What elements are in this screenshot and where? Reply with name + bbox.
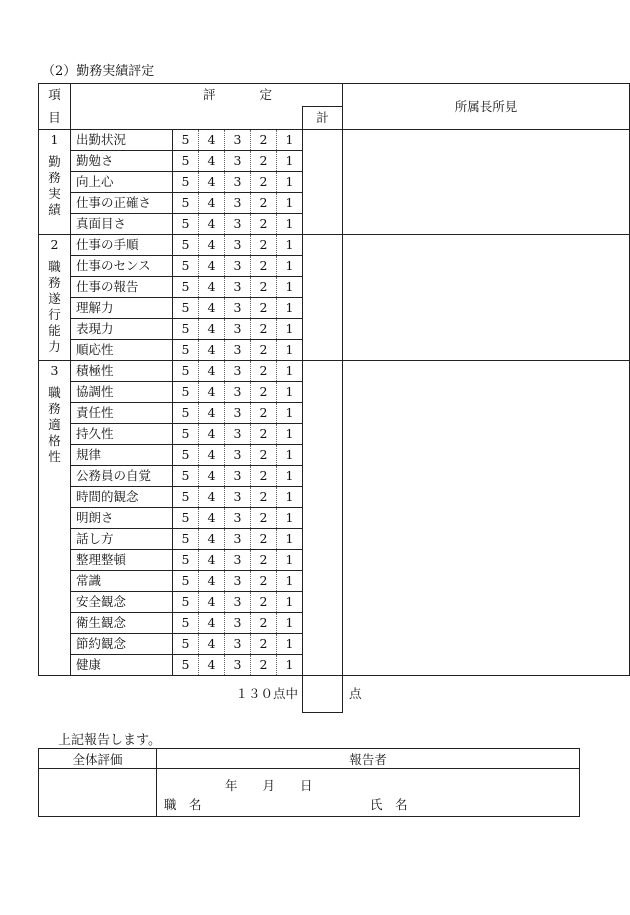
hyoutei-header-blank xyxy=(71,107,303,130)
total-row xyxy=(39,676,630,713)
grade-option-4[interactable]: 4 xyxy=(199,487,225,508)
grade-option-2[interactable]: 2 xyxy=(251,298,277,319)
grade-option-1[interactable]: 1 xyxy=(277,445,303,466)
grade-option-3[interactable]: 3 xyxy=(225,235,251,256)
evaluation-item: 表現力 xyxy=(71,319,173,340)
grade-option-2[interactable]: 2 xyxy=(251,361,277,382)
grade-option-3[interactable]: 3 xyxy=(225,151,251,172)
grade-option-2[interactable]: 2 xyxy=(251,613,277,634)
category-label: 職務適格性 xyxy=(48,385,61,464)
grade-option-2[interactable]: 2 xyxy=(251,214,277,235)
grade-option-5[interactable]: 5 xyxy=(173,319,199,340)
grade-option-5[interactable]: 5 xyxy=(173,487,199,508)
grade-option-4[interactable]: 4 xyxy=(199,319,225,340)
grade-option-1[interactable]: 1 xyxy=(277,508,303,529)
grade-option-4[interactable]: 4 xyxy=(199,613,225,634)
grade-option-5[interactable]: 5 xyxy=(173,193,199,214)
category-number: 3 xyxy=(50,363,59,378)
grade-option-1[interactable]: 1 xyxy=(277,235,303,256)
total-score-box[interactable] xyxy=(303,676,343,713)
section-title: （2）勤務実績評定 xyxy=(42,64,155,79)
shozokuchou-shoken-header: 所属長所見 xyxy=(343,84,630,130)
grade-option-1[interactable]: 1 xyxy=(277,655,303,676)
grade-option-3[interactable]: 3 xyxy=(225,571,251,592)
grade-option-3[interactable]: 3 xyxy=(225,445,251,466)
grade-option-3[interactable]: 3 xyxy=(225,172,251,193)
evaluation-item: 出勤状況 xyxy=(71,130,173,151)
evaluation-item: 衛生観念 xyxy=(71,613,173,634)
grade-option-2[interactable]: 2 xyxy=(251,571,277,592)
grade-option-1[interactable]: 1 xyxy=(277,529,303,550)
grade-option-3[interactable]: 3 xyxy=(225,130,251,151)
grade-option-3[interactable]: 3 xyxy=(225,361,251,382)
grade-option-3[interactable]: 3 xyxy=(225,319,251,340)
grade-option-5[interactable]: 5 xyxy=(173,256,199,277)
table-row xyxy=(39,130,630,151)
grade-option-1[interactable]: 1 xyxy=(277,466,303,487)
total-label: １３０点中 xyxy=(235,686,298,702)
grade-option-2[interactable]: 2 xyxy=(251,340,277,361)
report-shimei: 氏 名 xyxy=(370,797,408,812)
grade-option-2[interactable]: 2 xyxy=(251,466,277,487)
grade-option-3[interactable]: 3 xyxy=(225,403,251,424)
grade-option-1[interactable]: 1 xyxy=(277,424,303,445)
grade-option-2[interactable]: 2 xyxy=(251,130,277,151)
grade-option-4[interactable]: 4 xyxy=(199,529,225,550)
grade-option-2[interactable]: 2 xyxy=(251,382,277,403)
grade-option-4[interactable]: 4 xyxy=(199,361,225,382)
grade-option-1[interactable]: 1 xyxy=(277,571,303,592)
header-row-top xyxy=(39,84,630,107)
grade-option-5[interactable]: 5 xyxy=(173,613,199,634)
grade-option-5[interactable]: 5 xyxy=(173,529,199,550)
evaluation-item: 仕事の手順 xyxy=(71,235,173,256)
grade-option-4[interactable]: 4 xyxy=(199,256,225,277)
grade-option-3[interactable]: 3 xyxy=(225,550,251,571)
grade-option-5[interactable]: 5 xyxy=(173,277,199,298)
report-statement: 上記報告します。 xyxy=(58,733,161,748)
grade-option-5[interactable]: 5 xyxy=(173,172,199,193)
overall-evaluation-field[interactable] xyxy=(39,769,157,817)
grade-option-1[interactable]: 1 xyxy=(277,277,303,298)
reporter-label: 報告者 xyxy=(157,749,580,769)
grade-option-4[interactable]: 4 xyxy=(199,571,225,592)
grade-option-1[interactable]: 1 xyxy=(277,487,303,508)
grade-option-3[interactable]: 3 xyxy=(225,193,251,214)
evaluation-item: 時間的観念 xyxy=(71,487,173,508)
grade-option-1[interactable]: 1 xyxy=(277,403,303,424)
grade-option-1[interactable]: 1 xyxy=(277,550,303,571)
grade-option-3[interactable]: 3 xyxy=(225,529,251,550)
grade-option-2[interactable]: 2 xyxy=(251,655,277,676)
total-unit: 点 xyxy=(349,686,362,702)
grade-option-2[interactable]: 2 xyxy=(251,151,277,172)
grade-option-5[interactable]: 5 xyxy=(173,235,199,256)
evaluation-item: 順応性 xyxy=(71,340,173,361)
grade-option-1[interactable]: 1 xyxy=(277,613,303,634)
grade-option-1[interactable]: 1 xyxy=(277,256,303,277)
grade-option-4[interactable]: 4 xyxy=(199,193,225,214)
grade-option-4[interactable]: 4 xyxy=(199,424,225,445)
evaluation-item: 理解力 xyxy=(71,298,173,319)
grade-option-5[interactable]: 5 xyxy=(173,403,199,424)
grade-option-4[interactable]: 4 xyxy=(199,214,225,235)
grade-option-2[interactable]: 2 xyxy=(251,424,277,445)
evaluation-item: 健康 xyxy=(71,655,173,676)
evaluation-item: 持久性 xyxy=(71,424,173,445)
supervisor-comment-cell[interactable] xyxy=(343,361,630,676)
grade-option-4[interactable]: 4 xyxy=(199,466,225,487)
grade-option-1[interactable]: 1 xyxy=(277,592,303,613)
grade-option-2[interactable]: 2 xyxy=(251,550,277,571)
grade-option-1[interactable]: 1 xyxy=(277,361,303,382)
evaluation-item: 明朗さ xyxy=(71,508,173,529)
grade-option-3[interactable]: 3 xyxy=(225,487,251,508)
grade-option-5[interactable]: 5 xyxy=(173,340,199,361)
category-cell xyxy=(39,235,71,361)
grade-option-3[interactable]: 3 xyxy=(225,340,251,361)
supervisor-comment-cell[interactable] xyxy=(343,235,630,361)
grade-option-1[interactable]: 1 xyxy=(277,214,303,235)
evaluation-item: 公務員の自覚 xyxy=(71,466,173,487)
category-label: 勤務実績 xyxy=(48,154,61,217)
grade-option-1[interactable]: 1 xyxy=(277,298,303,319)
grade-option-5[interactable]: 5 xyxy=(173,571,199,592)
grade-option-3[interactable]: 3 xyxy=(225,634,251,655)
evaluation-item: 話し方 xyxy=(71,529,173,550)
grade-option-2[interactable]: 2 xyxy=(251,487,277,508)
grade-option-3[interactable]: 3 xyxy=(225,424,251,445)
evaluation-table xyxy=(38,83,630,713)
grade-option-3[interactable]: 3 xyxy=(225,508,251,529)
grade-option-1[interactable]: 1 xyxy=(277,172,303,193)
grade-option-4[interactable]: 4 xyxy=(199,508,225,529)
grade-option-5[interactable]: 5 xyxy=(173,382,199,403)
grade-option-4[interactable]: 4 xyxy=(199,445,225,466)
grade-option-2[interactable]: 2 xyxy=(251,634,277,655)
grade-option-3[interactable]: 3 xyxy=(225,613,251,634)
grade-option-5[interactable]: 5 xyxy=(173,298,199,319)
grade-option-2[interactable]: 2 xyxy=(251,508,277,529)
evaluation-item: 規律 xyxy=(71,445,173,466)
grade-option-2[interactable]: 2 xyxy=(251,256,277,277)
grade-option-5[interactable]: 5 xyxy=(173,361,199,382)
evaluation-item: 向上心 xyxy=(71,172,173,193)
category-cell xyxy=(39,130,71,235)
grade-option-5[interactable]: 5 xyxy=(173,655,199,676)
evaluation-item: 常識 xyxy=(71,571,173,592)
grade-option-5[interactable]: 5 xyxy=(173,130,199,151)
category-label: 職務遂行能力 xyxy=(48,259,61,354)
grade-option-1[interactable]: 1 xyxy=(277,193,303,214)
grade-option-1[interactable]: 1 xyxy=(277,634,303,655)
grade-option-2[interactable]: 2 xyxy=(251,235,277,256)
grade-option-1[interactable]: 1 xyxy=(277,151,303,172)
grade-option-1[interactable]: 1 xyxy=(277,340,303,361)
grade-option-2[interactable]: 2 xyxy=(251,529,277,550)
grade-option-5[interactable]: 5 xyxy=(173,214,199,235)
grade-option-3[interactable]: 3 xyxy=(225,277,251,298)
category-subtotal-cell[interactable] xyxy=(303,235,343,361)
grade-option-4[interactable]: 4 xyxy=(199,655,225,676)
grade-option-1[interactable]: 1 xyxy=(277,319,303,340)
category-subtotal-cell[interactable] xyxy=(303,361,343,676)
grade-option-4[interactable]: 4 xyxy=(199,130,225,151)
grade-option-3[interactable]: 3 xyxy=(225,256,251,277)
overall-label: 全体評価 xyxy=(39,749,157,769)
grade-option-3[interactable]: 3 xyxy=(225,466,251,487)
grade-option-5[interactable]: 5 xyxy=(173,424,199,445)
grade-option-1[interactable]: 1 xyxy=(277,382,303,403)
grade-option-5[interactable]: 5 xyxy=(173,550,199,571)
report-date: 年 月 日 xyxy=(225,778,313,793)
grade-option-4[interactable]: 4 xyxy=(199,340,225,361)
table-row xyxy=(39,235,630,256)
grade-option-4[interactable]: 4 xyxy=(199,382,225,403)
grade-option-3[interactable]: 3 xyxy=(225,655,251,676)
evaluation-item: 協調性 xyxy=(71,382,173,403)
grade-option-3[interactable]: 3 xyxy=(225,382,251,403)
reporter-field[interactable] xyxy=(157,769,580,817)
hyoutei-header: 評 定 xyxy=(71,84,343,107)
evaluation-item: 安全観念 xyxy=(71,592,173,613)
grade-option-2[interactable]: 2 xyxy=(251,193,277,214)
category-subtotal-cell[interactable] xyxy=(303,130,343,235)
grade-option-4[interactable]: 4 xyxy=(199,172,225,193)
category-cell xyxy=(39,361,71,676)
grade-option-5[interactable]: 5 xyxy=(173,466,199,487)
grade-option-4[interactable]: 4 xyxy=(199,277,225,298)
grade-option-1[interactable]: 1 xyxy=(277,130,303,151)
grade-option-2[interactable]: 2 xyxy=(251,592,277,613)
evaluation-item: 真面目さ xyxy=(71,214,173,235)
grade-option-2[interactable]: 2 xyxy=(251,445,277,466)
grade-option-3[interactable]: 3 xyxy=(225,592,251,613)
evaluation-item: 責任性 xyxy=(71,403,173,424)
report-shokumei: 職 名 xyxy=(164,797,202,812)
grade-option-4[interactable]: 4 xyxy=(199,151,225,172)
grade-option-5[interactable]: 5 xyxy=(173,445,199,466)
item-header-top: 項 xyxy=(39,84,71,107)
evaluation-item: 積極性 xyxy=(71,361,173,382)
supervisor-comment-cell[interactable] xyxy=(343,130,630,235)
table-row xyxy=(39,361,630,382)
grade-option-5[interactable]: 5 xyxy=(173,508,199,529)
grade-option-2[interactable]: 2 xyxy=(251,277,277,298)
grade-option-4[interactable]: 4 xyxy=(199,235,225,256)
category-number: 2 xyxy=(50,237,59,252)
item-header-bottom: 目 xyxy=(39,107,71,130)
grade-option-2[interactable]: 2 xyxy=(251,319,277,340)
grade-option-4[interactable]: 4 xyxy=(199,634,225,655)
evaluation-item: 整理整頓 xyxy=(71,550,173,571)
grade-option-5[interactable]: 5 xyxy=(173,151,199,172)
grade-option-3[interactable]: 3 xyxy=(225,298,251,319)
evaluation-item: 勤勉さ xyxy=(71,151,173,172)
grade-option-4[interactable]: 4 xyxy=(199,592,225,613)
grade-option-2[interactable]: 2 xyxy=(251,403,277,424)
grade-option-5[interactable]: 5 xyxy=(173,634,199,655)
grade-option-4[interactable]: 4 xyxy=(199,550,225,571)
evaluation-item: 節約観念 xyxy=(71,634,173,655)
evaluation-item: 仕事のセンス xyxy=(71,256,173,277)
evaluation-item: 仕事の報告 xyxy=(71,277,173,298)
kei-header: 計 xyxy=(303,107,343,130)
grade-option-3[interactable]: 3 xyxy=(225,214,251,235)
grade-option-5[interactable]: 5 xyxy=(173,592,199,613)
grade-option-4[interactable]: 4 xyxy=(199,298,225,319)
grade-option-4[interactable]: 4 xyxy=(199,403,225,424)
category-number: 1 xyxy=(50,132,59,147)
grade-option-2[interactable]: 2 xyxy=(251,172,277,193)
evaluation-item: 仕事の正確さ xyxy=(71,193,173,214)
